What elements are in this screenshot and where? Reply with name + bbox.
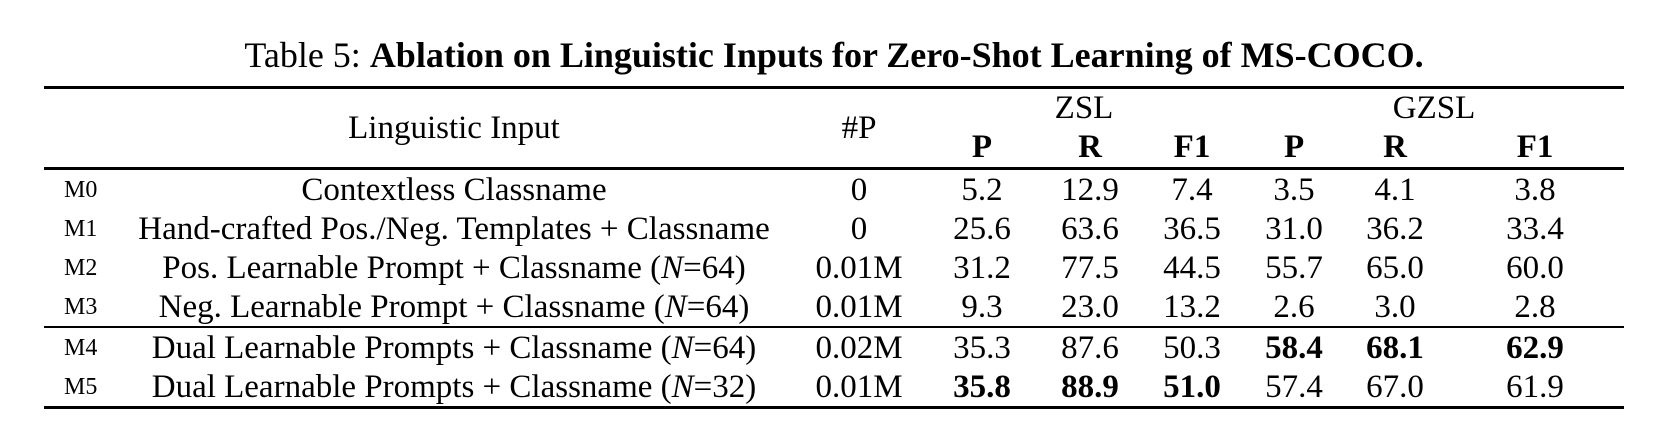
table-caption	[44, 30, 1624, 86]
gzsl-r-value: 36.2	[1366, 210, 1424, 247]
gzsl-f1-value: 61.9	[1506, 368, 1564, 405]
gzsl-p-value: 31.0	[1265, 210, 1323, 247]
gzsl-r-value: 65.0	[1366, 249, 1424, 286]
gzsl-r-value: 67.0	[1366, 368, 1424, 405]
params-value: 0.02M	[815, 329, 903, 366]
zsl-f1-value: 7.4	[1171, 171, 1213, 208]
gzsl-f1-value: 62.9	[1506, 329, 1564, 366]
gzsl-f1-value: 33.4	[1506, 210, 1564, 247]
zsl-f1-value: 50.3	[1163, 329, 1221, 366]
gzsl-f1-value: 60.0	[1506, 249, 1564, 286]
zsl-p-value: 31.2	[953, 249, 1011, 286]
table-row	[44, 327, 1624, 367]
id-header	[44, 88, 114, 169]
zsl-r-value: 87.6	[1061, 329, 1119, 366]
gzsl-f1-header: F1	[1516, 129, 1554, 165]
linguistic-input: Contextless Classname	[301, 171, 607, 208]
table-figure	[44, 30, 1624, 409]
gzsl-f1-value: 2.8	[1514, 288, 1556, 325]
zsl-f1-value: 51.0	[1163, 368, 1221, 405]
zsl-p-value: 5.2	[961, 171, 1003, 208]
params-header: #P	[841, 110, 877, 146]
model-id: M2	[64, 254, 98, 281]
table-row	[44, 248, 1624, 287]
model-id: M0	[64, 176, 98, 203]
model-id: M3	[64, 293, 98, 320]
zsl-r-value: 12.9	[1061, 171, 1119, 208]
caption-title: Ablation on Linguistic Inputs for Zero-Shot Learning of MS-COCO.	[369, 35, 1424, 75]
linguistic-input: Neg. Learnable Prompt + Classname (N=64)	[158, 288, 750, 325]
zsl-f1-value: 44.5	[1163, 249, 1221, 286]
zsl-r-value: 63.6	[1061, 210, 1119, 247]
zsl-p-value: 35.8	[953, 368, 1011, 405]
zsl-group-header: ZSL	[1054, 90, 1114, 126]
zsl-r-value: 88.9	[1061, 368, 1119, 405]
table-row	[44, 287, 1624, 327]
model-id: M5	[64, 373, 98, 400]
zsl-p-value: 9.3	[961, 288, 1003, 325]
linguistic-input-header: Linguistic Input	[348, 110, 560, 146]
gzsl-p-value: 57.4	[1265, 368, 1323, 405]
gzsl-group-header: GZSL	[1392, 90, 1476, 126]
zsl-p-header: P	[971, 129, 993, 165]
model-id: M1	[64, 215, 98, 242]
model-id: M4	[64, 334, 98, 361]
zsl-f1-value: 13.2	[1163, 288, 1221, 325]
params-value: 0.01M	[815, 368, 903, 405]
zsl-p-value: 25.6	[953, 210, 1011, 247]
zsl-f1-value: 36.5	[1163, 210, 1221, 247]
gzsl-r-value: 3.0	[1374, 288, 1416, 325]
zsl-p-value: 35.3	[953, 329, 1011, 366]
params-value: 0.01M	[815, 288, 903, 325]
linguistic-input: Pos. Learnable Prompt + Classname (N=64)	[162, 249, 746, 286]
table-row	[44, 367, 1624, 408]
linguistic-input: Dual Learnable Prompts + Classname (N=32)	[151, 368, 757, 405]
gzsl-p-value: 2.6	[1273, 288, 1315, 325]
params-value: 0	[850, 171, 868, 208]
gzsl-r-header: R	[1383, 129, 1407, 165]
zsl-f1-header: F1	[1173, 129, 1211, 165]
linguistic-input: Hand-crafted Pos./Neg. Templates + Classname	[138, 210, 770, 247]
table-row	[44, 169, 1624, 210]
table-row	[44, 209, 1624, 248]
gzsl-p-value: 55.7	[1265, 249, 1323, 286]
params-value: 0.01M	[815, 249, 903, 286]
zsl-r-value: 23.0	[1061, 288, 1119, 325]
params-value: 0	[850, 210, 868, 247]
gzsl-p-value: 3.5	[1273, 171, 1315, 208]
zsl-r-header: R	[1078, 129, 1102, 165]
zsl-r-value: 77.5	[1061, 249, 1119, 286]
gzsl-r-value: 68.1	[1366, 329, 1424, 366]
gzsl-p-header: P	[1283, 129, 1305, 165]
caption-label: Table 5:	[244, 35, 361, 75]
gzsl-r-value: 4.1	[1374, 171, 1416, 208]
gzsl-f1-value: 3.8	[1514, 171, 1556, 208]
linguistic-input: Dual Learnable Prompts + Classname (N=64)	[151, 329, 757, 366]
gzsl-p-value: 58.4	[1265, 329, 1323, 366]
ablation-table	[44, 86, 1624, 409]
